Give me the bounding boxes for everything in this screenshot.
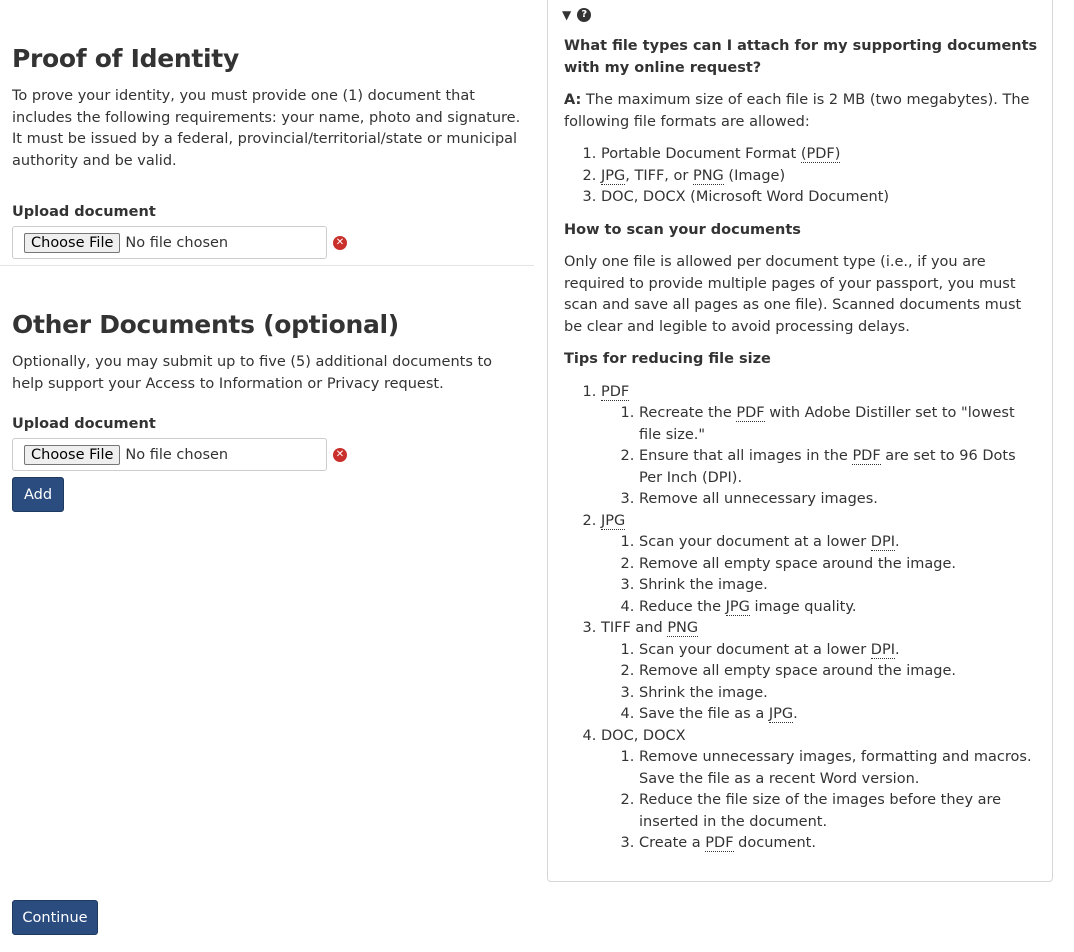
list-item: 1. Portable Document Format (PDF)	[601, 144, 1038, 166]
list-item: 1. PDF 1. Recreate the PDF with Adobe Distiller set to "lowest file size." 2. Ensure that all images in the PDF are set to 96 Dots Per Inch (DPI). 3. Remove all unnecessary images.	[601, 382, 1038, 511]
other-documents-description: Optionally, you may submit up to five (5) additional documents to help support your Access to Information or Privacy request.	[12, 354, 493, 392]
help-panel-content	[564, 36, 1038, 866]
proof-of-identity-heading: Proof of Identity	[12, 44, 239, 73]
list-item: 3. Shrink the image.	[639, 683, 1038, 705]
proof-of-identity-description: To prove your identity, you must provide one (1) document that includes the following requirements: your name, photo and signature. It must be issued by a federal, provincial/territorial/state or municipal authority and be valid.	[12, 88, 521, 169]
list-item: 3. TIFF and PNG 1. Scan your document at a lower DPI. 2. Remove all empty space around the image. 3. Shrink the image. 4. Save the file as a JPG.	[601, 618, 1038, 726]
other-documents-heading: Other Documents (optional)	[12, 310, 399, 339]
remove-file-icon[interactable]: ✕	[333, 236, 347, 250]
list-item: 1. Scan your document at a lower DPI.	[639, 532, 1038, 554]
choose-file-button[interactable]: Choose File	[24, 233, 120, 253]
tips-list	[564, 382, 1038, 855]
scan-text: Only one file is allowed per document type (i.e., if you are required to provide multiple pages of your passport, you must scan and save all pages as one file). Scanned documents must be clear and legible to avoid processing delays.	[564, 254, 1022, 335]
list-item: 1. Remove unnecessary images, formatting and macros. Save the file as a recent Word version.	[639, 747, 1038, 790]
upload-document-label: Upload document	[12, 416, 156, 432]
list-item: 2. Remove all empty space around the image.	[639, 661, 1038, 683]
faq-answer: A: The maximum size of each file is 2 MB (two megabytes). The following file formats are allowed:	[564, 92, 1030, 130]
upload-document-label: Upload document	[12, 204, 156, 220]
list-item: 4. DOC, DOCX 1. Remove unnecessary images, formatting and macros. Save the file as a recent Word version. 2. Reduce the file size of the images before they are inserted in the document. 3. Create a PDF document.	[601, 726, 1038, 855]
other-file-input[interactable]	[12, 438, 327, 471]
help-panel-toggle[interactable]	[562, 8, 591, 22]
list-item: 3. Create a PDF document.	[639, 833, 1038, 855]
triangle-down-icon[interactable]: ▼	[562, 8, 572, 22]
question-circle-icon: ?	[577, 8, 591, 22]
list-item: 2. Reduce the file size of the images before they are inserted in the document.	[639, 790, 1038, 833]
list-item: 3. Shrink the image.	[639, 575, 1038, 597]
list-item: 2. Ensure that all images in the PDF are set to 96 Dots Per Inch (DPI).	[639, 446, 1038, 489]
list-item: 2. JPG, TIFF, or PNG (Image)	[601, 166, 1038, 188]
choose-file-button[interactable]: Choose File	[24, 445, 120, 465]
tips-heading: Tips for reducing file size	[564, 351, 771, 367]
list-item: 3. Remove all unnecessary images.	[639, 489, 1038, 511]
list-item: 2. Remove all empty space around the image.	[639, 554, 1038, 576]
add-document-button[interactable]: Add	[12, 477, 64, 512]
list-item: 4. Reduce the JPG image quality.	[639, 597, 1038, 619]
list-item: 1. Scan your document at a lower DPI.	[639, 640, 1038, 662]
scan-heading: How to scan your documents	[564, 221, 801, 238]
no-file-chosen-text: No file chosen	[125, 234, 229, 251]
proof-file-input[interactable]	[12, 226, 327, 259]
section-divider	[0, 265, 534, 266]
file-formats-list	[564, 144, 1038, 209]
continue-button[interactable]: Continue	[12, 900, 98, 935]
help-panel	[547, 0, 1053, 882]
list-item: 3. DOC, DOCX (Microsoft Word Document)	[601, 187, 1038, 209]
remove-file-icon[interactable]: ✕	[333, 448, 347, 462]
list-item: 1. Recreate the PDF with Adobe Distiller set to "lowest file size."	[639, 403, 1038, 446]
list-item: 4. Save the file as a JPG.	[639, 704, 1038, 726]
no-file-chosen-text: No file chosen	[125, 446, 229, 463]
faq-question: What file types can I attach for my supporting documents with my online request?	[564, 38, 1038, 76]
list-item: 2. JPG 1. Scan your document at a lower DPI. 2. Remove all empty space around the image. 3. Shrink the image. 4. Reduce the JPG image quality.	[601, 511, 1038, 619]
